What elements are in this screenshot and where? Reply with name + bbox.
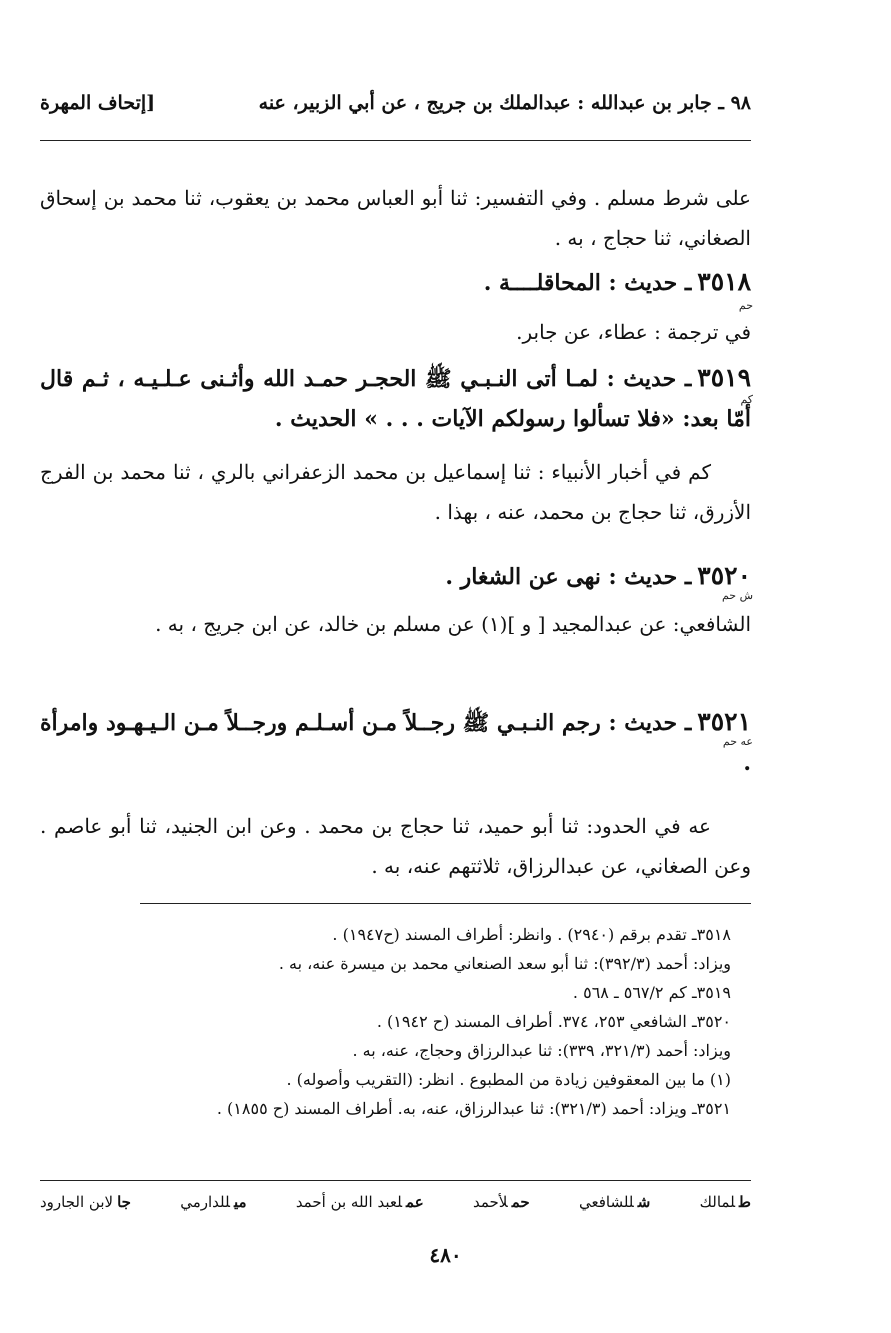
book-title: [إتحاف المهرة (40, 92, 156, 114)
footnote-line: ويزاد: أحمد (٣٩٢/٣): ثنا أبو سعد الصنعاني محمد بن ميسرة عنه، به . (278, 954, 731, 973)
legend-item: عملعبد الله بن أحمد (295, 1193, 424, 1211)
chapter-title: ٩٨ ـ جابر بن عبدالله : عبدالملك بن جريج ، عن أبي الزبير، عنه (258, 92, 751, 114)
abbreviation-legend (40, 1193, 751, 1211)
hadith-3518-heading (40, 262, 751, 303)
footnote-line: ٣٥٢٠ـ الشافعي ٢٥٣، ٣٧٤. أطراف المسند (ح ١٩٤٢) . (376, 1012, 731, 1031)
header-rule (40, 140, 751, 141)
source-siglum: كم (740, 393, 753, 406)
legend-item: ميللدارمي (180, 1193, 247, 1211)
hadith-number: ٣٥١٩ (697, 363, 751, 392)
legend-item: حملأحمد (472, 1193, 530, 1211)
page-number: ٤٨٠ (429, 1243, 462, 1267)
footnote-line: ٣٥١٨ـ تقدم برقم (٢٩٤٠) . وانظر: أطراف المسند (ح١٩٤٧) . (332, 925, 731, 944)
legend-item: شللشافعي (578, 1193, 651, 1211)
legend-item: طلمالك (699, 1193, 751, 1211)
source-siglum: عه حم (722, 735, 753, 748)
paragraph-continuation: على شرط مسلم . وفي التفسير: ثنا أبو العباس محمد بن يعقوب، ثنا محمد بن إسحاق الصغاني، ثنا حجاج ، به . (40, 186, 751, 250)
hadith-number: ٣٥٢١ (697, 707, 751, 736)
hadith-3521-heading (40, 702, 751, 783)
footnote-line: ٣٥٢١ـ ويزاد: أحمد (٣٢١/٣): ثنا عبدالرزاق، عنه، به. أطراف المسند (ح ١٨٥٥) . (216, 1099, 731, 1118)
hadith-3519-body: كم في أخبار الأنبياء : ثنا إسماعيل بن محمد الزعفراني بالري ، ثنا محمد بن الفرج الأزرق، ثنا حجاج بن محمد، عنه ، بهذا . (40, 460, 751, 524)
hadith-3520-body: الشافعي: عن عبدالمجيد [ و ](١) عن مسلم بن خالد، عن ابن جريج ، به . (155, 612, 751, 636)
running-head (40, 92, 751, 114)
hadith-3519-heading (40, 358, 751, 439)
source-siglum: ش حم (721, 589, 753, 602)
hadith-number: ٣٥٢٠ (697, 561, 751, 590)
hadith-title: ـ حديث : لمـا أتى النـبـي ﷺ الحجـر حمـد الله وأثـنى عـلـيـه ، ثـم قال أمّا بعد: «فلا تسألوا رسولكم الآيات . . . » الحديث . (40, 366, 751, 432)
footnotes (60, 920, 731, 1123)
legend-item: جالابن الجارود (40, 1193, 131, 1211)
hadith-title: ـ حديث : المحاقلــــة . (483, 270, 692, 296)
hadith-title: ـ حديث : رجم النـبـي ﷺ رجــلاً مـن أسـلـم ورجــلاً مـن الـيـهـود وامرأة . (40, 710, 751, 776)
hadith-number: ٣٥١٨ (697, 267, 751, 296)
footnote-line: (١) ما بين المعقوفين زيادة من المطبوع . انظر: (التقريب وأصوله) . (286, 1070, 731, 1089)
hadith-3518-body: في ترجمة : عطاء، عن جابر. (516, 320, 751, 344)
source-siglum: حم (738, 299, 753, 312)
footnote-line: ٣٥١٩ـ كم ٥٦٧/٢ ـ ٥٦٨ . (572, 983, 731, 1002)
hadith-3520-heading (40, 556, 751, 597)
footnote-rule (140, 903, 751, 904)
hadith-3521-body: عه في الحدود: ثنا أبو حميد، ثنا حجاج بن محمد . وعن ابن الجنيد، ثنا أبو عاصم . وعن الصغاني، عن عبدالرزاق، ثلاثتهم عنه، به . (40, 814, 751, 878)
footnote-line: ويزاد: أحمد (٣٢١/٣، ٣٣٩): ثنا عبدالرزاق وحجاج، عنه، به . (352, 1041, 731, 1060)
hadith-title: ـ حديث : نهى عن الشغار . (445, 564, 692, 590)
legend-rule (40, 1180, 751, 1181)
